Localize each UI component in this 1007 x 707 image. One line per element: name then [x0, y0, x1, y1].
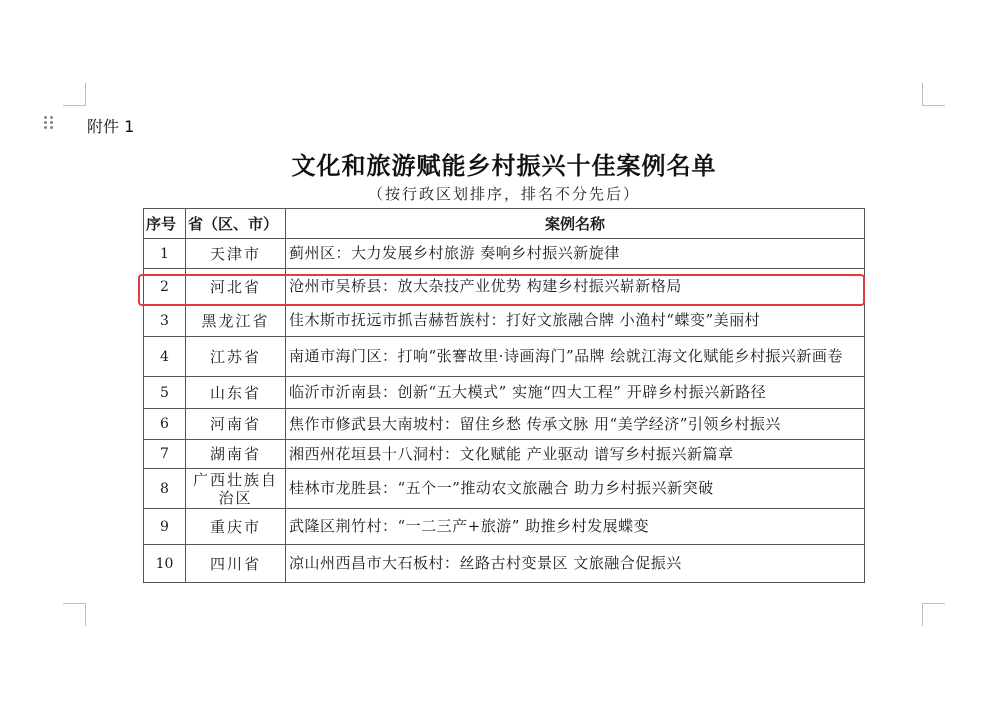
- row-number: 5: [144, 377, 186, 409]
- row-case-name: 湘西州花垣县十八洞村：文化赋能 产业驱动 谱写乡村振兴新篇章: [286, 440, 865, 469]
- page-corner-mark-top-left: [63, 83, 86, 106]
- row-number: 6: [144, 409, 186, 440]
- table-row: [144, 440, 865, 469]
- row-province: 江苏省: [186, 337, 286, 377]
- page-corner-mark-top-right: [922, 83, 945, 106]
- table-row: [144, 509, 865, 545]
- table-row: [144, 545, 865, 583]
- row-province: 重庆市: [186, 509, 286, 545]
- page-corner-mark-bottom-left: [63, 603, 86, 626]
- row-number: 8: [144, 469, 186, 509]
- case-list-table: [143, 208, 865, 583]
- document-title: 文化和旅游赋能乡村振兴十佳案例名单: [291, 151, 717, 180]
- header-province: 省（区、市）: [186, 209, 286, 239]
- row-case-name: 桂林市龙胜县：“五个一”推动农文旅融合 助力乡村振兴新突破: [286, 469, 865, 509]
- table-row: [144, 469, 865, 509]
- row-number: 3: [144, 305, 186, 337]
- row-case-name: 凉山州西昌市大石板村：丝路古村变景区 文旅融合促振兴: [286, 545, 865, 583]
- drag-handle-icon[interactable]: [44, 115, 56, 131]
- row-highlight-box: [138, 274, 865, 306]
- table-row: [144, 337, 865, 377]
- page-corner-mark-bottom-right: [922, 603, 945, 626]
- row-number: 10: [144, 545, 186, 583]
- row-case-name: 佳木斯市抚远市抓吉赫哲族村：打好文旅融合牌 小渔村“蝶变”美丽村: [286, 305, 865, 337]
- row-province: 山东省: [186, 377, 286, 409]
- row-number: 9: [144, 509, 186, 545]
- document-subtitle: （按行政区划排序，排名不分先后）: [367, 185, 640, 203]
- row-number: 2: [144, 269, 186, 305]
- row-province: 黑龙江省: [186, 305, 286, 337]
- row-province: 四川省: [186, 545, 286, 583]
- row-case-name: 临沂市沂南县：创新“五大模式” 实施“四大工程” 开辟乡村振兴新路径: [286, 377, 865, 409]
- table-row: [144, 377, 865, 409]
- row-case-name: 焦作市修武县大南坡村：留住乡愁 传承文脉 用“美学经济”引领乡村振兴: [286, 409, 865, 440]
- header-number: 序号: [144, 209, 186, 239]
- table-row: [144, 305, 865, 337]
- row-case-name: 南通市海门区：打响“张謇故里·诗画海门”品牌 绘就江海文化赋能乡村振兴新画卷: [286, 337, 865, 377]
- row-province: 广西壮族自治区: [186, 469, 286, 509]
- attachment-label: 附件 1: [87, 117, 135, 136]
- table-row: [144, 409, 865, 440]
- row-province: 河南省: [186, 409, 286, 440]
- row-number: 1: [144, 239, 186, 269]
- table-row: [144, 239, 865, 269]
- row-case-name: 蓟州区：大力发展乡村旅游 奏响乡村振兴新旋律: [286, 239, 865, 269]
- table-header-row: [144, 209, 865, 239]
- row-number: 7: [144, 440, 186, 469]
- row-province: 天津市: [186, 239, 286, 269]
- row-case-name: 沧州市吴桥县：放大杂技产业优势 构建乡村振兴崭新格局: [286, 269, 865, 305]
- header-case-name: 案例名称: [286, 209, 865, 239]
- row-province: 湖南省: [186, 440, 286, 469]
- row-province: 河北省: [186, 269, 286, 305]
- row-case-name: 武隆区荆竹村：“一二三产+旅游” 助推乡村发展蝶变: [286, 509, 865, 545]
- row-number: 4: [144, 337, 186, 377]
